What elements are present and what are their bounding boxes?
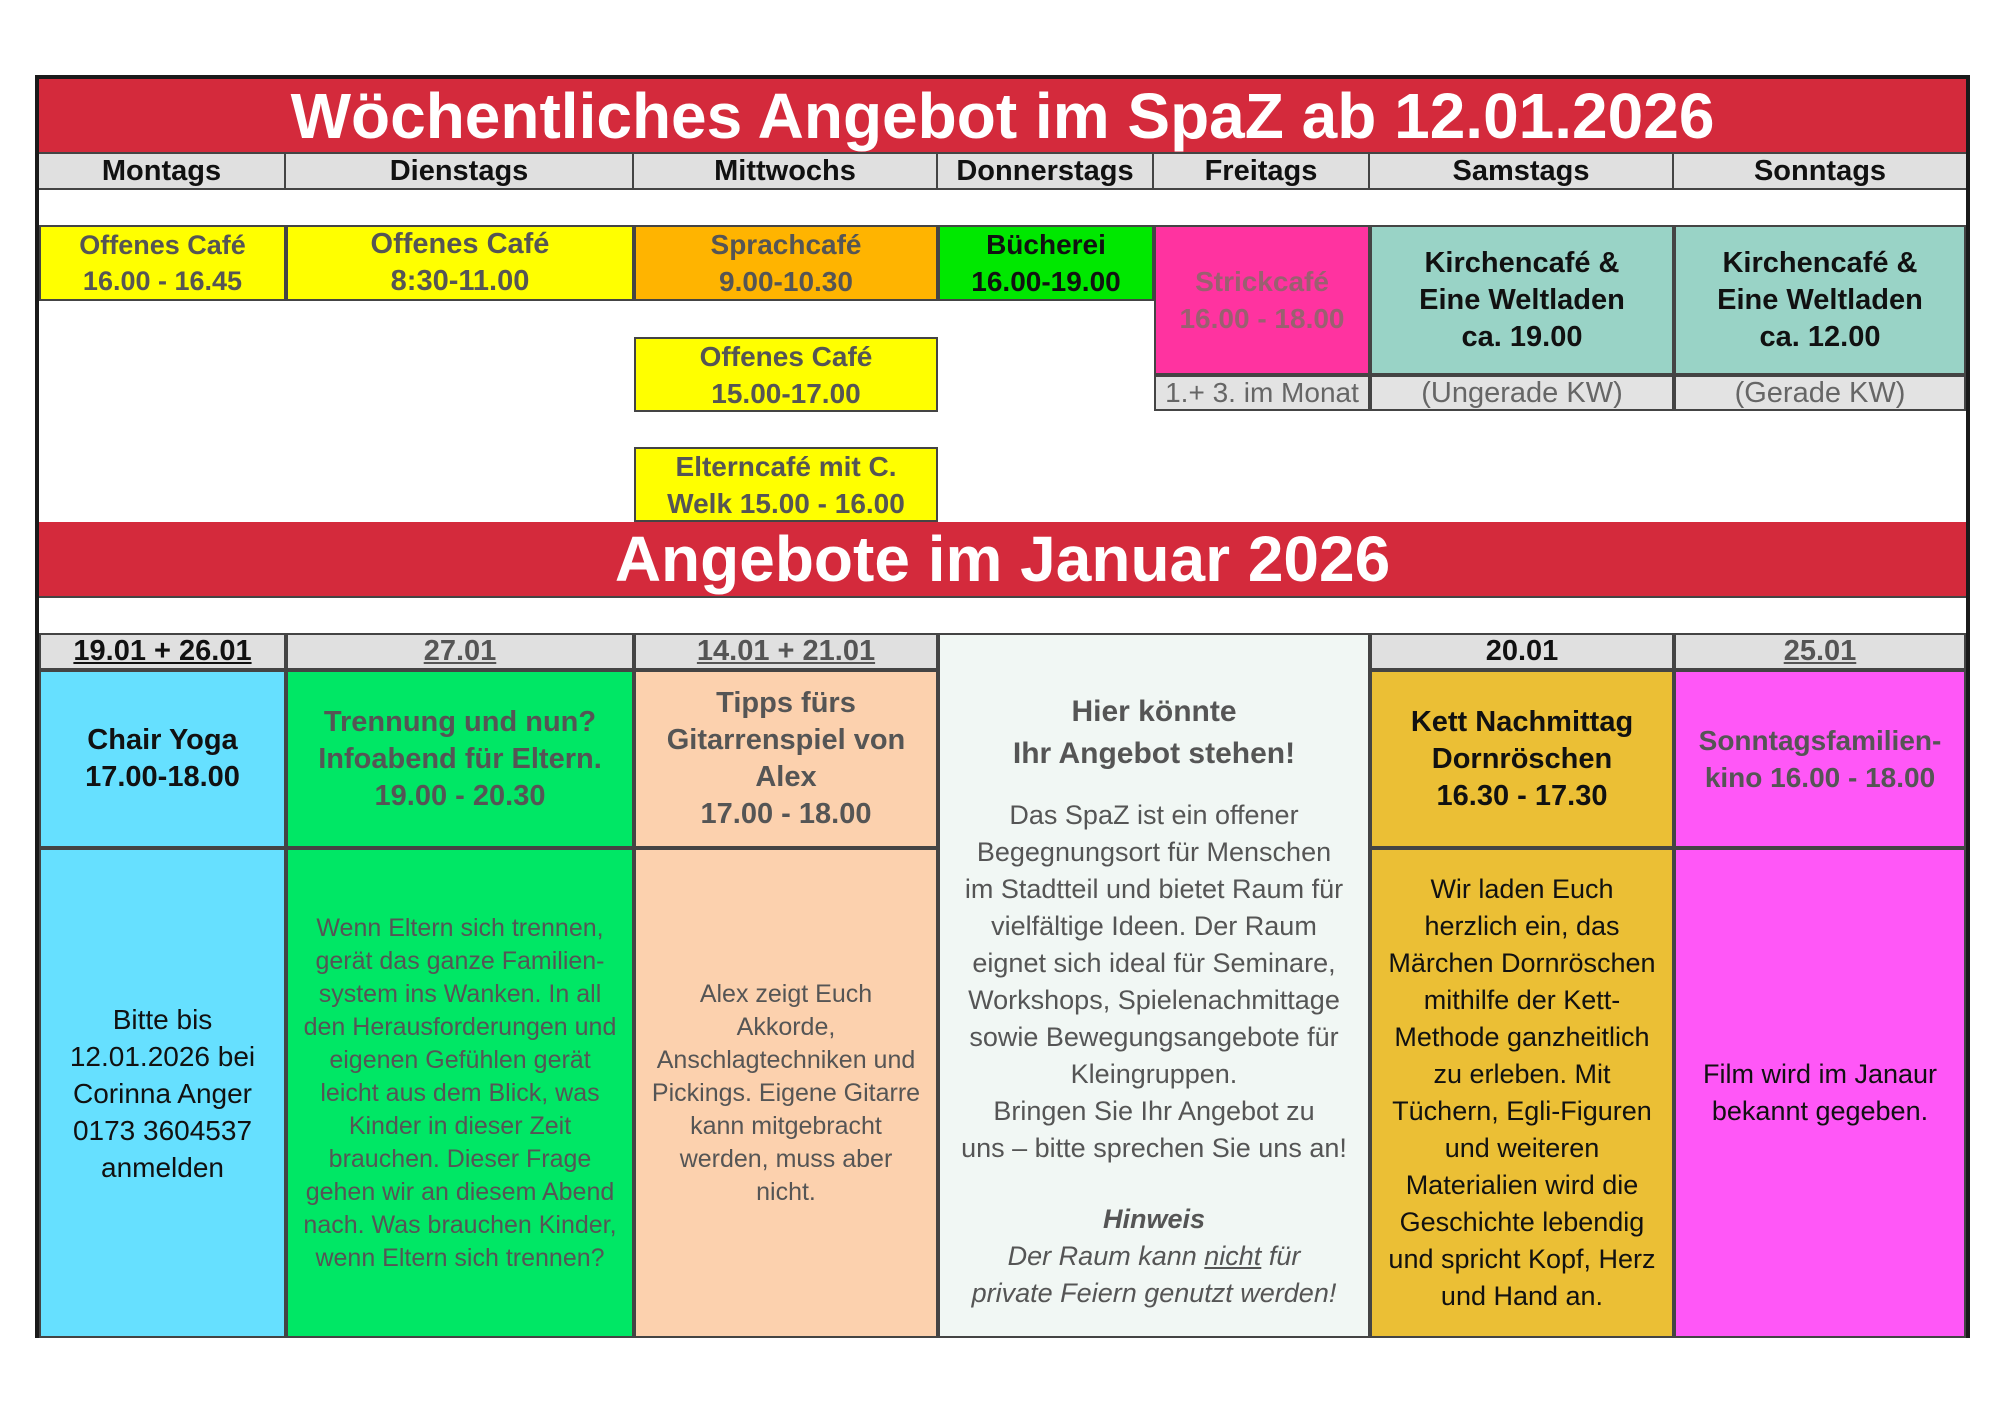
friday-strickcafe: Strickcafé 16.00 - 18.00	[1154, 225, 1370, 375]
kino-description-cell	[1674, 848, 1966, 1338]
weekly-title-banner	[39, 79, 1966, 152]
yoga-description-cell	[39, 848, 286, 1338]
kett-description-cell	[1370, 848, 1674, 1338]
trennung-description: Wenn Eltern sich trennen, gerät das ganze Familien- system ins Wanken. In all den Herausforderungen und eigenen Gefühlen gerät leicht aus dem Blick, was Kinder in dieser Zeit brauchen. Dieser Frage gehen wir an diesem Abend nach. Was brauchen Kinder, wenn Eltern sich trennen?	[303, 913, 617, 1272]
trennung-description-cell	[286, 848, 634, 1338]
day-header-monday: Montags	[39, 152, 286, 190]
yoga-date: 19.01 + 26.01	[39, 633, 286, 670]
day-header-thursday: Donnerstags	[938, 152, 1154, 190]
saturday-kirchencafe: Kirchencafé & Eine Weltladen ca. 19.00	[1370, 225, 1674, 375]
day-header-sunday: Sonntags	[1674, 152, 1966, 190]
friday-note: 1.+ 3. im Monat	[1154, 375, 1370, 411]
kino-date: 25.01	[1674, 633, 1966, 670]
sunday-kirchencafe: Kirchencafé & Eine Weltladen ca. 12.00	[1674, 225, 1966, 375]
wednesday-offenes-cafe: Offenes Café 15.00-17.00	[634, 337, 938, 412]
monday-offenes-cafe: Offenes Café 16.00 - 16.45	[39, 225, 286, 301]
weekly-title: Wöchentliches Angebot im SpaZ ab 12.01.2026	[290, 79, 1715, 152]
yoga-title-cell: Chair Yoga 17.00-18.00	[39, 670, 286, 848]
thursday-buecherei: Bücherei 16.00-19.00	[938, 225, 1154, 301]
angebot-description: Das SpaZ ist ein offener Begegnungsort für Menschen im Stadtteil und bietet Raum für vielfältige Ideen. Der Raum eignet sich ideal für Seminare, Workshops, Spielenachmittage sowie Bewegungsangebote für Kleingruppen. Bringen Sie Ihr Angebot zu uns – bitte sprechen Sie uns an!	[961, 800, 1347, 1163]
trennung-title-cell: Trennung und nun? Infoabend für Eltern. 19.00 - 20.30	[286, 670, 634, 848]
hinweis-text: Der Raum kann nicht für	[1007, 1241, 1301, 1271]
saturday-note: (Ungerade KW)	[1370, 375, 1674, 411]
day-header-tuesday: Dienstags	[286, 152, 634, 190]
angebot-column	[938, 633, 1370, 1338]
wednesday-sprachcafe: Sprachcafé 9.00-10.30	[634, 225, 938, 301]
trennung-date: 27.01	[286, 633, 634, 670]
wednesday-elterncafe: Elterncafé mit C. Welk 15.00 - 16.00	[634, 447, 938, 522]
sunday-note: (Gerade KW)	[1674, 375, 1966, 411]
divider	[39, 596, 1966, 598]
tuesday-offenes-cafe: Offenes Café 8:30-11.00	[286, 225, 634, 301]
january-title-banner	[39, 522, 1966, 596]
day-header-friday: Freitags	[1154, 152, 1370, 190]
angebot-heading-2: Ihr Angebot stehen!	[1012, 737, 1296, 770]
yoga-description: Bitte bis 12.01.2026 bei Corinna Anger 0173 3604537 anmelden	[69, 1003, 256, 1183]
gitarre-description-cell	[634, 848, 938, 1338]
kett-description: Wir laden Euch herzlich ein, das Märchen Dornröschen mithilfe der Kett- Methode ganzheitlich zu erleben. Mit Tüchern, Egli-Figuren und weiteren Materialien wird die Geschichte lebendig und spricht Kopf, Herz und Hand an.	[1388, 874, 1656, 1311]
gitarre-title-content: Tipps fürs Gitarrenspiel von Alex 17.00 - 18.00	[634, 670, 938, 848]
hinweis-text-2: private Feiern genutzt werden!	[971, 1278, 1337, 1308]
kett-title-cell: Kett Nachmittag Dornröschen 16.30 - 17.30	[1370, 670, 1674, 848]
day-header-saturday: Samstags	[1370, 152, 1674, 190]
angebot-heading-1: Hier könnte	[1071, 695, 1237, 728]
day-header-wednesday: Mittwochs	[634, 152, 938, 190]
kino-title-cell: Sonntagsfamilien- kino 16.00 - 18.00	[1674, 670, 1966, 848]
kett-date: 20.01	[1370, 633, 1674, 670]
kino-description: Film wird im Janaur bekannt gegeben.	[1702, 1059, 1938, 1126]
gitarre-date: 14.01 + 21.01	[634, 633, 938, 670]
january-title: Angebote im Januar 2026	[614, 523, 1391, 595]
gitarre-description: Alex zeigt Euch Akkorde, Anschlagtechniken und Pickings. Eigene Gitarre kann mitgebracht werden, muss aber nicht.	[651, 979, 921, 1206]
hinweis-title: Hinweis	[1102, 1204, 1206, 1234]
